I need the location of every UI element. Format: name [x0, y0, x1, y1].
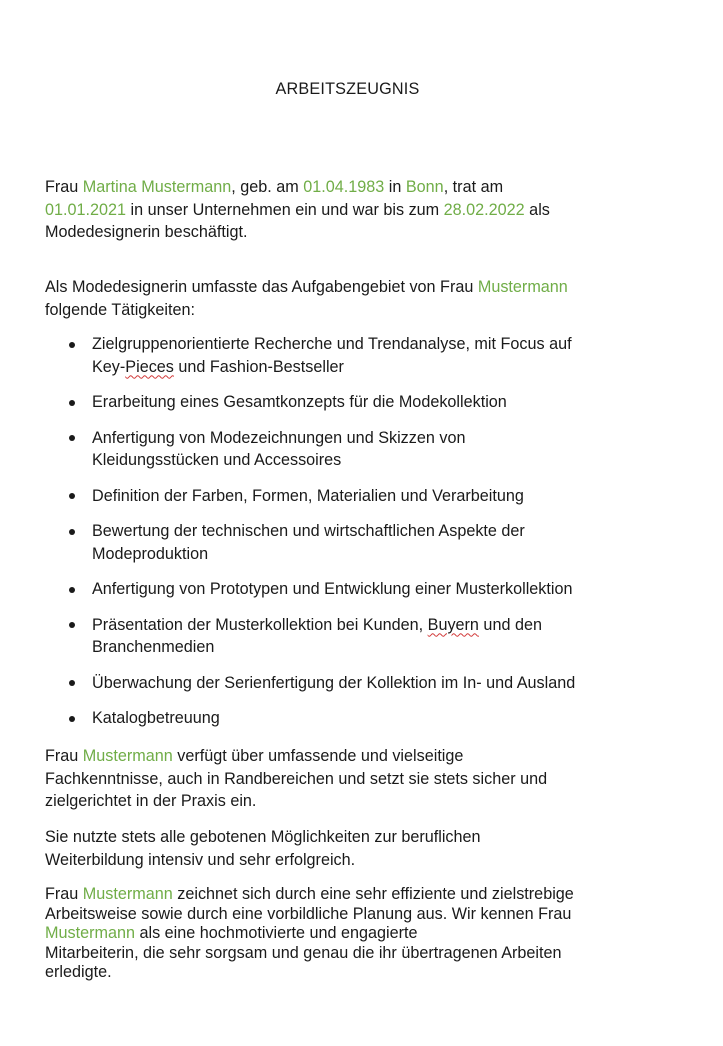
tasks-intro-text: folgende Tätigkeiten:	[45, 300, 195, 319]
bullet-icon	[69, 622, 75, 628]
birth-place: Bonn	[405, 178, 444, 196]
task-item: Überwachung der Serienfertigung der Kollektion im In- und Ausland	[45, 672, 685, 695]
tasks-intro-text: Als Modedesignerin umfasste das Aufgabengebiet von Frau	[45, 278, 478, 296]
intro-text: als	[524, 200, 550, 219]
task-item: Erarbeitung eines Gesamtkonzepts für die Modekollektion	[45, 391, 685, 414]
task-item: Anfertigung von Modezeichnungen und Skizzen von Kleidungsstücken und Accessoires	[45, 427, 685, 472]
training-paragraph: Sie nutzte stets alle gebotenen Möglichkeiten zur beruflichen Weiterbildung intensiv und sehr erfolgreich.	[45, 828, 481, 869]
bullet-icon	[69, 680, 75, 686]
tasks-intro-paragraph	[45, 276, 685, 321]
spellcheck-word: Buyern	[427, 615, 479, 634]
bullet-icon	[69, 587, 75, 593]
task-item: Definition der Farben, Formen, Materialien und Verarbeitung	[45, 485, 685, 508]
bullet-icon	[69, 493, 75, 499]
employee-name: Martina Mustermann	[82, 178, 232, 196]
bullet-icon	[69, 529, 75, 535]
employee-surname: Mustermann	[82, 885, 173, 903]
knowledge-paragraph: Frau Mustermann verfügt über umfassende und vielseitige Fachkenntnisse, auch in Randbereichen und setzt sie stets sicher und zielgerichtet in der Praxis ein.	[45, 747, 548, 810]
intro-text: Frau	[45, 178, 83, 196]
intro-text: in unser Unternehmen ein und war bis zum	[126, 200, 444, 219]
intro-text: , geb. am	[231, 178, 304, 196]
bullet-icon	[69, 435, 75, 441]
conduct-paragraph: Frau Mustermann zeichnet sich durch eine sehr effiziente und zielstrebige Arbeitsweise sowie durch eine vorbildliche Planung aus. Wir kennen Frau Mustermann als eine hochmotivierte und engagierte Mitarbeiterin, die sehr sorgsam und genau die ihr übertragenen Arbeiten erledigte.	[45, 885, 574, 981]
task-item: Zielgruppenorientierte Recherche und Trendanalyse, mit Focus auf Key-Pieces und Fashion-Bestseller	[45, 333, 685, 378]
employee-surname: Mustermann	[82, 747, 173, 765]
employee-surname: Mustermann	[477, 278, 568, 296]
intro-text: in	[384, 178, 406, 196]
task-item: Präsentation der Musterkollektion bei Kunden, Buyern und den Branchenmedien	[45, 614, 685, 659]
task-item: Anfertigung von Prototypen und Entwicklung einer Musterkollektion	[45, 578, 685, 601]
intro-text: , trat am	[443, 178, 504, 196]
end-date: 28.02.2022	[443, 200, 525, 219]
spellcheck-word: Pieces	[125, 357, 174, 376]
employee-surname: Mustermann	[45, 924, 135, 942]
birth-date: 01.04.1983	[303, 178, 385, 196]
document-title: ARBEITSZEUGNIS	[275, 80, 420, 98]
bullet-icon	[69, 716, 75, 722]
intro-paragraph	[45, 176, 685, 244]
bullet-icon	[69, 400, 75, 406]
task-list	[45, 333, 685, 743]
intro-text: Modedesignerin beschäftigt.	[45, 223, 248, 241]
start-date: 01.01.2021	[45, 200, 127, 219]
task-item: Bewertung der technischen und wirtschaftlichen Aspekte der Modeproduktion	[45, 520, 685, 565]
bullet-icon	[69, 342, 75, 348]
task-item: Katalogbetreuung	[45, 707, 685, 730]
